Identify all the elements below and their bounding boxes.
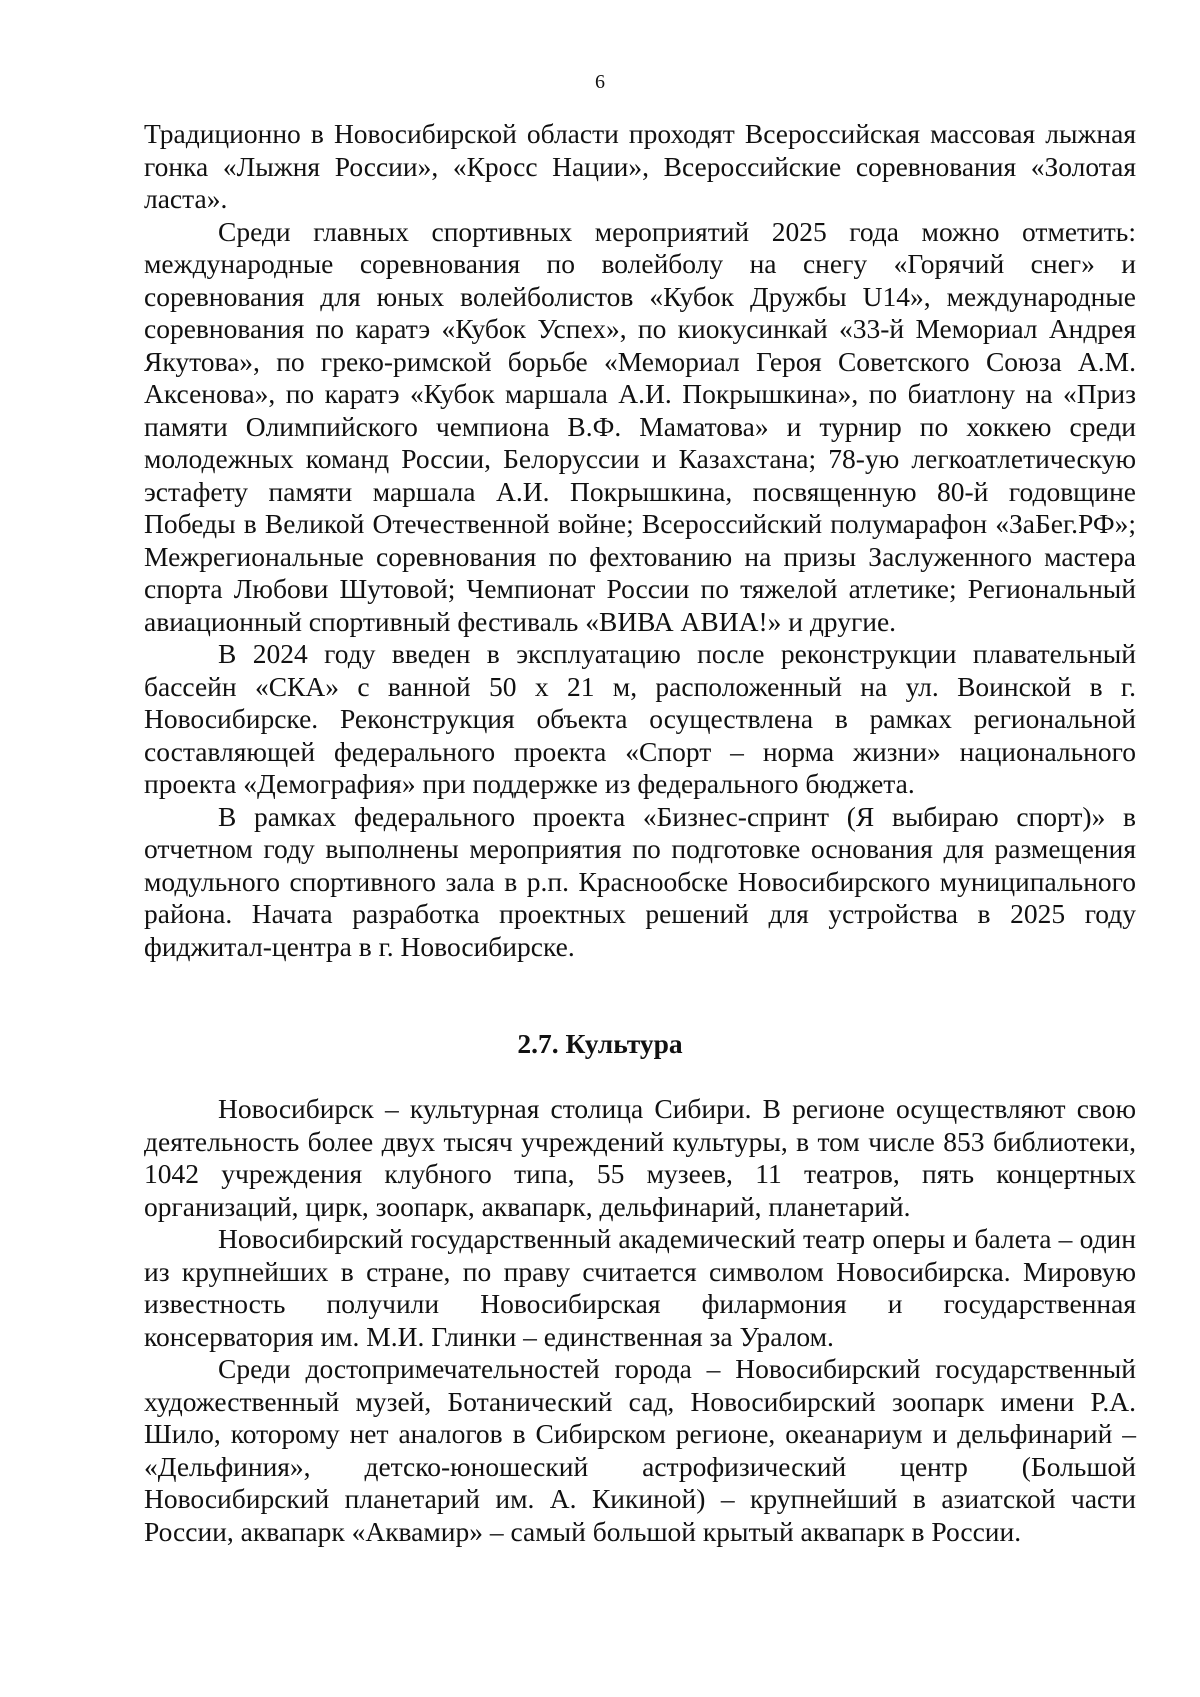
section-heading: 2.7. Культура bbox=[517, 1028, 683, 1059]
page-number: 6 bbox=[595, 71, 605, 93]
paragraph: Новосибирск – культурная столица Сибири. В регионе осуществляют свою деятельность более двух тысяч учреждений культуры, в том числе 853 библиотеки, 1042 учреждения клубного типа, 55 музеев, 11 театров, пять концертных организаций, цирк, зоопарк, аквапарк, дельфинарий, планетарий. bbox=[144, 1093, 1136, 1222]
paragraph: В 2024 году введен в эксплуатацию после реконструкции плавательный бассейн «СКА» с ванной 50 х 21 м, расположенный на ул. Воинской в г. Новосибирске. Реконструкция объекта осуществлена в рамках региональной составляющей федерального проекта «Спорт – норма жизни» национального проекта «Демография» при поддержке из федерального бюджета. bbox=[144, 638, 1136, 799]
text-block-sport bbox=[144, 118, 1136, 963]
paragraph: Среди главных спортивных мероприятий 2025 года можно отметить: международные соревнования по волейболу на снегу «Горячий снег» и соревнования для юных волейболистов «Кубок Дружбы U14», международные соревнования по каратэ «Кубок Успех», по киокусинкай «33-й Мемориал Андрея Якутова», по греко-римской борьбе «Мемориал Героя Советского Союза А.М. Аксенова», по каратэ «Кубок маршала А.И. Покрышкина», по биатлону на «Приз памяти Олимпийского чемпиона В.Ф. Маматова» и турнир по хоккею среди молодежных команд России, Белоруссии и Казахстана; 78-ую легкоатлетическую эстафету памяти маршала А.И. Покрышкина, посвященную 80-й годовщине Победы в Великой Отечественной войне; Всероссийский полумарафон «ЗаБег.РФ»; Межрегиональные соревнования по фехтованию на призы Заслуженного мастера спорта Любови Шутовой; Чемпионат России по тяжелой атлетике; Региональный авиационный спортивный фестиваль «ВИВА АВИА!» и другие. bbox=[144, 215, 1136, 637]
paragraph: Традиционно в Новосибирской области проходят Всероссийская массовая лыжная гонка «Лыжня России», «Кросс Нации», Всероссийские соревнования «Золотая ласта». bbox=[144, 118, 1136, 214]
paragraph: Среди достопримечательностей города – Новосибирский государственный художественный музей, Ботанический сад, Новосибирский зоопарк имени Р.А. Шило, которому нет аналогов в Сибирском регионе, океанариум и дельфинарий – «Дельфиния», детско-юношеский астрофизический центр (Большой Новосибирский планетарий им. А. Кикиной) – крупнейший в азиатской части России, аквапарк «Аквамир» – самый большой крытый аквапарк в России. bbox=[144, 1353, 1136, 1547]
paragraph: Новосибирский государственный академический театр оперы и балета – один из крупнейших в стране, по праву считается символом Новосибирска. Мировую известность получили Новосибирская филармония и государственная консерватория им. М.И. Глинки – единственная за Уралом. bbox=[144, 1223, 1136, 1352]
text-block-culture bbox=[144, 1093, 1136, 1548]
paragraph: В рамках федерального проекта «Бизнес-спринт (Я выбираю спорт)» в отчетном году выполнены мероприятия по подготовке основания для размещения модульного спортивного зала в р.п. Краснообске Новосибирского муниципального района. Начата разработка проектных решений для устройства в 2025 году фиджитал-центра в г. Новосибирске. bbox=[144, 800, 1136, 962]
